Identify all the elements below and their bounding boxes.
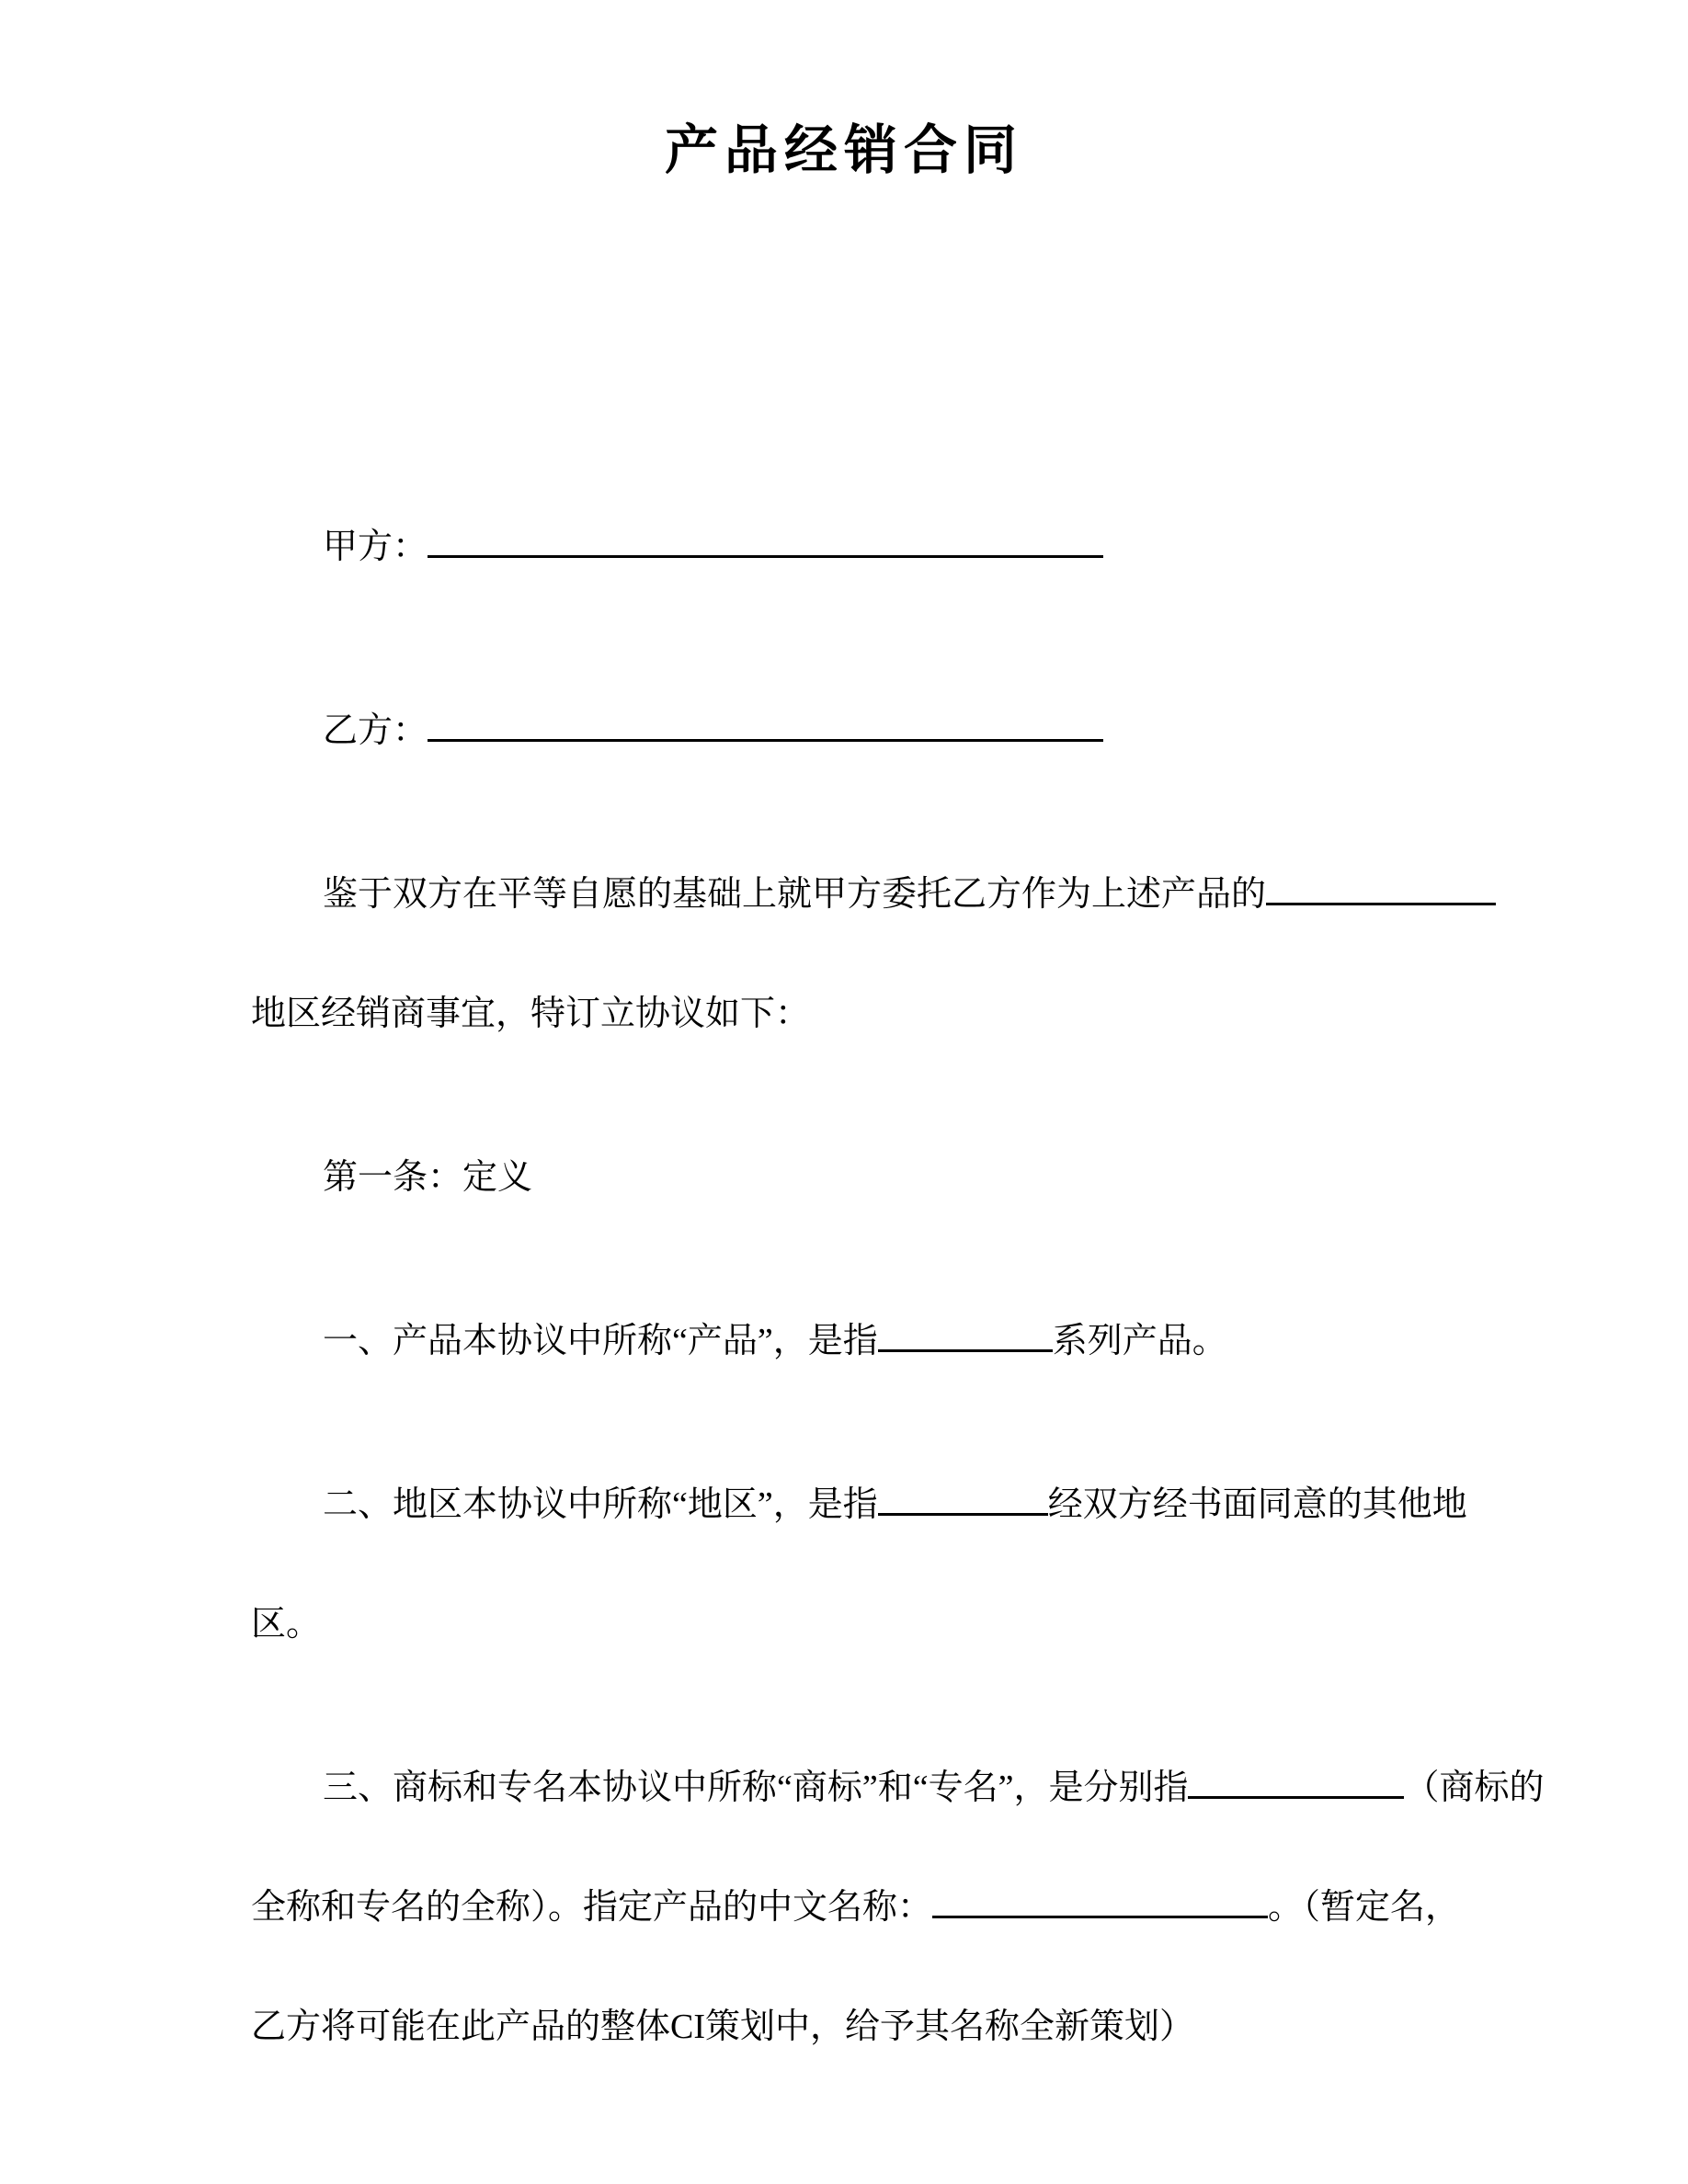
- party-a-line: [251, 487, 1471, 607]
- clause-3-text-tail: （商标的: [1404, 1769, 1545, 1807]
- clause-3-trademark: [251, 1728, 1545, 2087]
- text-line: [251, 1967, 1471, 2087]
- document-title: 产品经销合同: [664, 120, 1023, 180]
- clause-3-text-continued-tail: 。（暂定名，: [1268, 1888, 1461, 1927]
- clause-3-text-continued: 全称和专名的全称）。指定产品的中文名称：: [251, 1888, 933, 1927]
- clause-3-text-last-line: 乙方将可能在此产品的整体CI策划中，给予其名称全新策划）: [251, 2008, 1195, 2046]
- party-b-blank-field[interactable]: [428, 734, 1103, 742]
- party-a-blank-field[interactable]: [428, 551, 1103, 558]
- clause-3-text: 三、商标和专名本协议中所称“商标”和“专名”，是分别指: [323, 1769, 1189, 1807]
- text-line: [251, 487, 1471, 607]
- text-line: [251, 1445, 1471, 1564]
- party-b-label: 乙方：: [323, 711, 428, 750]
- article-1-heading-text: 第一条：定义: [323, 1158, 533, 1197]
- recital-text-continued: 地区经销商事宜，特订立协议如下：: [251, 995, 811, 1033]
- clause-1-product: [251, 1281, 1471, 1401]
- text-line: [251, 1848, 1471, 1967]
- trademark-blank-field[interactable]: [1188, 1792, 1404, 1799]
- clause-1-text: 一、产品本协议中所称“产品”，是指: [323, 1322, 878, 1360]
- text-line: [251, 835, 1471, 954]
- recital-region-blank-field[interactable]: [1266, 898, 1496, 905]
- clause-2-text-continued: 区。: [251, 1605, 322, 1644]
- article-1-heading: [251, 1118, 1471, 1237]
- party-a-label: 甲方：: [323, 528, 428, 566]
- text-line: [251, 1118, 1471, 1237]
- clause-2-text-tail: 经双方经书面同意的其他地: [1047, 1485, 1467, 1524]
- document-body: [0, 487, 1688, 2087]
- text-line: [251, 1281, 1471, 1401]
- text-line: [251, 1564, 1471, 1684]
- text-line: [251, 954, 1471, 1074]
- party-b-line: [251, 671, 1471, 791]
- text-line: [251, 1728, 1545, 1848]
- clause-2-text: 二、地区本协议中所称“地区”，是指: [323, 1485, 878, 1524]
- recital-text: 鉴于双方在平等自愿的基础上就甲方委托乙方作为上述产品的: [323, 875, 1267, 914]
- region-name-blank-field[interactable]: [878, 1508, 1048, 1516]
- product-series-blank-field[interactable]: [878, 1345, 1053, 1352]
- clause-2-region: [251, 1445, 1471, 1684]
- clause-1-text-tail: 系列产品。: [1052, 1322, 1227, 1360]
- chinese-name-blank-field[interactable]: [932, 1911, 1268, 1918]
- text-line: [251, 671, 1471, 791]
- recital-paragraph: [251, 835, 1471, 1074]
